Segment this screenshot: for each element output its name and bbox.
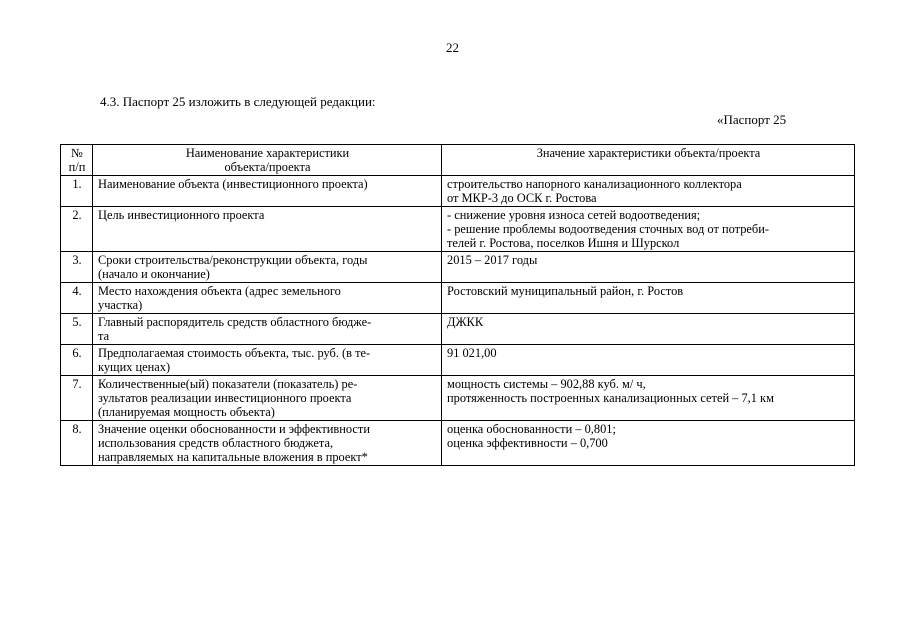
table-row <box>61 252 855 283</box>
table-header-row <box>61 145 855 176</box>
row-value-line: оценка эффективности – 0,700 <box>447 436 608 450</box>
row-value-line: мощность системы – 902,88 куб. м/ ч, <box>447 377 646 391</box>
row-name-line: Предполагаемая стоимость объекта, тыс. руб. (в те- <box>98 346 371 360</box>
header-name-line: Наименование характеристики <box>185 146 350 160</box>
table-row <box>61 376 855 421</box>
row-value-line: Ростовский муниципальный район, г. Ростов <box>447 284 684 298</box>
row-name-line: Сроки строительства/реконструкции объекта, годы <box>98 253 368 267</box>
row-number: 5. <box>61 314 93 345</box>
row-value <box>442 207 855 252</box>
row-name-line: Цель инвестиционного проекта <box>98 208 265 222</box>
row-value-line: ДЖКК <box>447 315 484 329</box>
passport-table <box>60 144 855 466</box>
row-name-line: кущих ценах) <box>98 360 171 374</box>
row-name-line: Главный распорядитель средств областного бюдже- <box>98 315 372 329</box>
header-name <box>93 145 442 176</box>
row-name-line: та <box>98 329 110 343</box>
table-row <box>61 345 855 376</box>
table-body <box>61 176 855 466</box>
row-name-line: направляемых на капитальные вложения в проект* <box>98 450 368 464</box>
table-row <box>61 314 855 345</box>
row-name-line: использования средств областного бюджета, <box>98 436 334 450</box>
row-value-line: 91 021,00 <box>447 346 497 360</box>
row-value-line: 2015 – 2017 годы <box>447 253 538 267</box>
row-name-line: Значение оценки обоснованности и эффективности <box>98 422 370 436</box>
row-value-line: - снижение уровня износа сетей водоотведения; <box>447 208 701 222</box>
row-value <box>442 252 855 283</box>
row-value <box>442 345 855 376</box>
row-value <box>442 176 855 207</box>
row-value <box>442 421 855 466</box>
row-name <box>93 283 442 314</box>
row-name <box>93 314 442 345</box>
header-num-line: № <box>71 146 83 160</box>
row-name-line: Наименование объекта (инвестиционного проекта) <box>98 177 368 191</box>
row-name-line: Место нахождения объекта (адрес земельного <box>98 284 341 298</box>
row-name <box>93 376 442 421</box>
row-number: 4. <box>61 283 93 314</box>
row-value-line: - решение проблемы водоотведения сточных вод от потреби- <box>447 222 769 236</box>
row-number: 6. <box>61 345 93 376</box>
row-value-line: оценка обоснованности – 0,801; <box>447 422 616 436</box>
row-value <box>442 314 855 345</box>
header-name-line: объекта/проекта <box>224 160 311 174</box>
intro-text: 4.3. Паспорт 25 изложить в следующей редакции: <box>100 94 376 109</box>
row-name <box>93 252 442 283</box>
table-row <box>61 421 855 466</box>
row-name <box>93 207 442 252</box>
row-value-line: протяженность построенных канализационных сетей – 7,1 км <box>447 391 774 405</box>
row-name-line: зультатов реализации инвестиционного проекта <box>98 391 352 405</box>
row-value-line: строительство напорного канализационного коллектора <box>447 177 742 191</box>
row-name <box>93 176 442 207</box>
header-value: Значение характеристики объекта/проекта <box>442 145 855 176</box>
row-number: 8. <box>61 421 93 466</box>
table-row <box>61 207 855 252</box>
row-number: 2. <box>61 207 93 252</box>
row-name <box>93 421 442 466</box>
row-number: 1. <box>61 176 93 207</box>
table-row <box>61 176 855 207</box>
row-name-line: (начало и окончание) <box>98 267 210 281</box>
table-row <box>61 283 855 314</box>
header-num <box>61 145 93 176</box>
row-name-line: (планируемая мощность объекта) <box>98 405 275 419</box>
row-number: 3. <box>61 252 93 283</box>
row-value <box>442 283 855 314</box>
row-name-line: участка) <box>98 298 143 312</box>
row-number: 7. <box>61 376 93 421</box>
row-name <box>93 345 442 376</box>
row-value <box>442 376 855 421</box>
row-value-line: от МКР-3 до ОСК г. Ростова <box>447 191 597 205</box>
header-num-line: п/п <box>68 160 86 174</box>
row-value-line: телей г. Ростова, поселков Ишня и Шурскол <box>447 236 680 250</box>
page-number: 22 <box>446 40 459 55</box>
row-name-line: Количественные(ый) показатели (показатель) ре- <box>98 377 358 391</box>
passport-label: «Паспорт 25 <box>717 112 787 127</box>
